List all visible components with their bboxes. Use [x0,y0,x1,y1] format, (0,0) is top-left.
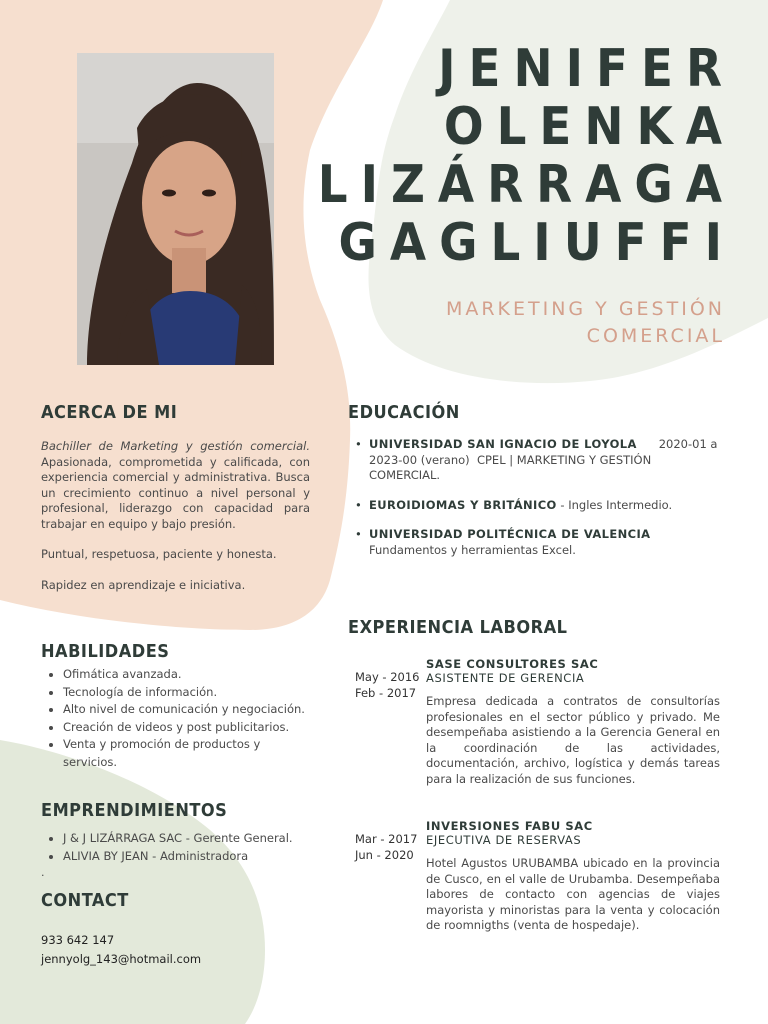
experience-heading: EXPERIENCIA LABORAL [348,617,568,638]
ventures-list [41,830,321,865]
job-entry [355,819,723,934]
education-item [355,527,723,558]
job-role: EJECUTIVA DE RESERVAS [426,833,582,847]
profile-photo [77,53,274,365]
contact-heading: CONTACT [41,890,129,911]
job-role: ASISTENTE DE GERENCIA [426,671,585,685]
school-name: UNIVERSIDAD POLITÉCNICA DE VALENCIA [369,527,651,541]
job-date-to: Jun - 2020 [355,847,414,862]
about-heading: ACERCA DE MI [41,402,178,423]
education-detail: - Ingles Intermedio. [556,497,673,512]
job-description: Empresa dedicada a contratos de consultorías profesionales en el sector público y privado. Me desempeñaba asistiendo a la Gerencia General en la coordinación de las actividades, documentación, archivo, logística y demás tareas para la realización de sus funciones. [426,694,720,786]
job-dates [355,832,421,863]
job-description: Hotel Agustos URUBAMBA ubicado en la provincia de Cusco, en el valle de Urubamba. Desempeñaba labores de contacto con agencias de viajes mayorista y minoristas para la venta y colocación de roomnigths (venta de hospedaje). [426,856,720,932]
education-heading: EDUCACIÓN [348,402,460,423]
name-line-1: JENIFER [438,39,735,99]
skills-list [41,666,311,772]
list-item: • Ofimática avanzada. [63,666,311,684]
name-line-4: GAGLIUFFI [338,213,735,273]
job-date-to: Feb - 2017 [355,685,417,700]
about-intro-italic: Bachiller de Marketing y gestión comercial. [41,439,310,453]
about-line-3: Rapidez en aprendizaje e iniciativa. [41,577,246,592]
job-company: INVERSIONES FABU SAC [426,819,593,833]
education-item [355,498,723,514]
list-item: • J & J LIZÁRRAGA SAC - Gerente General. [63,830,321,848]
skills-heading: HABILIDADES [41,641,170,662]
email-address: jennyolg_143@hotmail.com [41,951,202,966]
skills-section [41,666,311,772]
ventures-heading: EMPRENDIMIENTOS [41,800,228,821]
education-item [355,437,723,484]
school-name: EUROIDIOMAS Y BRITÁNICO [369,497,557,512]
job-company: SASE CONSULTORES SAC [426,657,599,671]
about-section [41,439,310,608]
school-name: UNIVERSIDAD SAN IGNACIO DE LOYOLA [369,437,637,451]
job-date-from: May - 2016 [355,670,420,684]
name-line-2: OLENKA [443,97,735,157]
name-line-3: LIZÁRRAGA [317,155,735,215]
list-item: • ALIVIA BY JEAN - Administradora [63,848,321,866]
about-intro-rest: Apasionada, comprometida y calificada, con experiencia comercial y administrativa. Busca un crecimiento continuo a nivel personal y profesional, liderazgo con capacidad para trabajar en equipo y bajo presión. [41,454,310,531]
list-item: • Venta y promoción de productos y servicios. [63,736,311,771]
about-line-2: Puntual, respetuosa, paciente y honesta. [41,547,277,561]
job-body [426,657,720,787]
education-section [355,437,723,572]
job-body [426,819,720,934]
sage-blob-bottom-left [0,740,265,1024]
candidate-name [317,39,735,273]
stray-period: . [41,866,45,879]
job-dates [355,670,421,701]
phone-number: 933 642 147 [41,933,115,947]
list-item: • Creación de videos y post publicitarios. [63,719,311,737]
ventures-section [41,830,321,865]
about-intro [41,439,310,532]
education-detail: 2020-01 a 2023-00 (verano) CPEL | MARKETING Y GESTIÓN COMERCIAL. [369,437,722,482]
job-entry [355,657,723,787]
list-item: • Alto nivel de comunicación y negociación. [63,701,311,719]
job-date-from: Mar - 2017 [355,832,418,846]
professional-title-line-1: MARKETING Y GESTIÓN [445,298,725,320]
education-detail: Fundamentos y herramientas Excel. [369,542,576,557]
professional-title-line-2: COMERCIAL [586,325,725,347]
list-item: • Tecnología de información. [63,684,311,702]
contact-section [41,931,201,968]
professional-title [445,296,725,350]
